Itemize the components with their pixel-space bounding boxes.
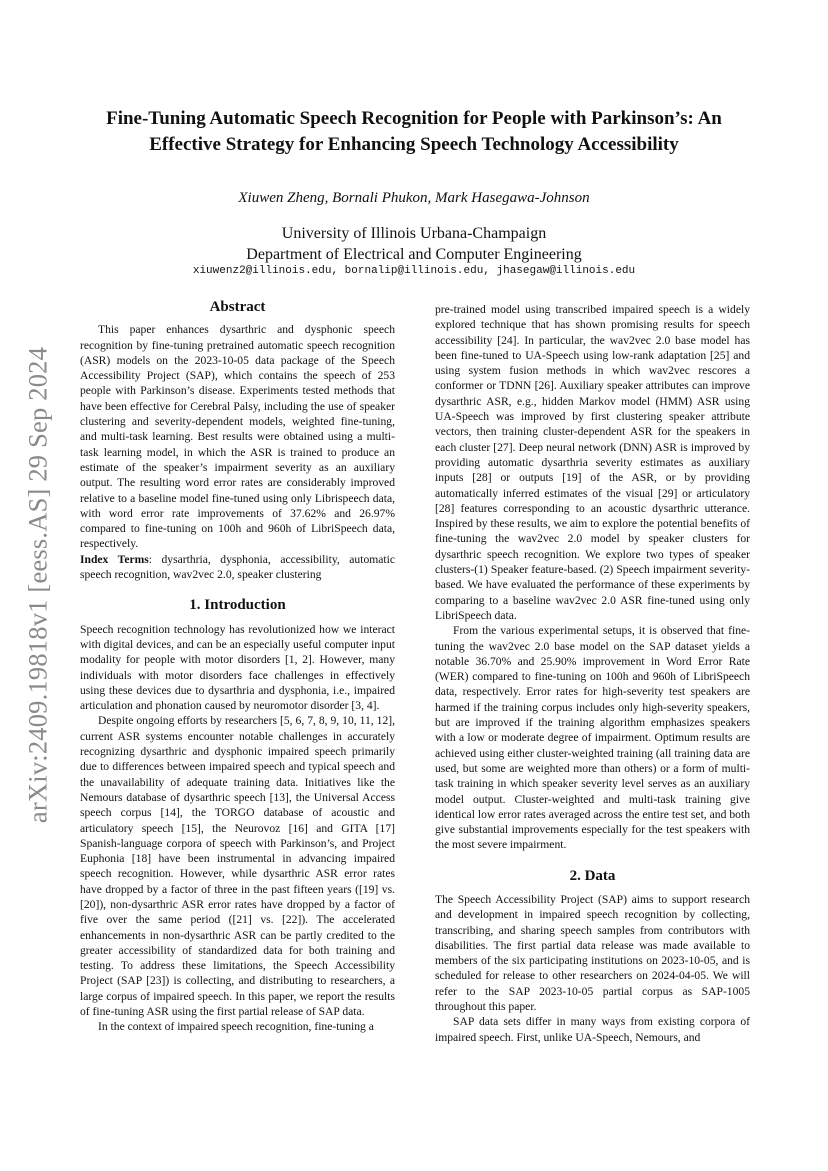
index-terms (80, 552, 395, 583)
data-paragraph-1: The Speech Accessibility Project (SAP) aims to support research and development in impaired speech recognition by collecting, transcribing, and sharing speech samples from contributors with disabilities. The first partial data release was made available to members of the six participating institutions on 2023-10-05, and is scheduled for release to other researchers on 2024-04-05. We will refer to the SAP 2023-10-05 partial corpus as SAP-1005 throughout this paper. (435, 892, 750, 1014)
paper-title: Fine-Tuning Automatic Speech Recognition for People with Parkinson’s: An Effective Strategy for Enhancing Speech Technology Accessibility (106, 108, 722, 155)
index-terms-list: : dysarthria, dysphonia, accessibility, automatic speech recognition, wav2vec 2.0, speaker clustering (80, 552, 396, 582)
intro-paragraph-2: Despite ongoing efforts by researchers [5, 6, 7, 8, 9, 10, 11, 12], current ASR systems encounter notable challenges in accurately recognizing dysarthric and dysphonic impaired speech primarily due to differences between impaired speech and typical speech and the unavailability of adequate training data. Initiatives like the Nemours database of dysarthric speech [13], the Universal Access speech corpus [14], the TORGO database of acoustic and articulatory speech [15], the Neurovoz [16] and GITA [17] Spanish-language corpora of speech with Parkinson’s, and Project Euphonia [18] have been instrumental in advancing impaired speech recognition. However, while dysarthric ASR error rates have dropped by a factor of three in the past fifteen years ([19] vs. [20]), non-dysarthric ASR error rates have dropped by a factor of five over the same period ([21] vs. [22]). The accelerated enhancements in non-dysarthric ASR can be partly credited to the greater accessibility of standardized data for both training and testing. To address these limitations, the Speech Accessibility Project (SAP [23]) is collecting, and distributing to researchers, a large corpus of impaired speech. In this paper, we report the results of fine-tuning ASR using the first partial release of SAP data. (80, 714, 395, 1019)
abstract-text: This paper enhances dysarthric and dysphonic speech recognition by fine-tuning pretrained automatic speech recognition (ASR) models on the 2023-10-05 data package of the Speech Accessibility Project (SAP), which contains the speech of 253 people with Parkinson’s disease. Experiments tested methods that have been effective for Cerebral Palsy, including the use of speaker clustering and severity-dependent models, weighted fine-tuning, and multi-task learning. Best results were obtained using a multi-task learning model, in which the ASR is trained to produce an estimate of the speaker’s impairment severity as an auxiliary output. The resulting word error rates are considerably improved relative to a baseline model fine-tuned using only Librispeech data, with word error rate improvements of 37.62% and 26.97% compared to fine-tuning on 100h and 960h of LibriSpeech data, respectively. (80, 323, 395, 551)
intro-paragraph-1: Speech recognition technology has revolutionized how we interact with digital devices, and can be an especially useful computer input modality for people with motor disorders [1, 2]. However, many individuals with motor disorders face challenges in effectively using these devices due to dysarthria and dysphonia, i.e., impaired articulation and phonation caused by neuromotor disorder [3, 4]. (80, 622, 395, 713)
data-paragraph-2: SAP data sets differ in many ways from existing corpora of impaired speech. First, unlike UA-Speech, Nemours, and (435, 1015, 750, 1044)
affiliation (70, 223, 758, 265)
intro-paragraph-4: From the various experimental setups, it is observed that fine-tuning the wav2vec 2.0 base model on the SAP dataset yields a notable 36.70% and 25.90% improvement in Word Error Rate (WER) compared to fine-tuning on 100h and 960h of LibriSpeech data, respectively. Error rates for high-severity test speakers are harmed if the training corpus includes only high-severity speakers, but are improved if the training algorithm emphasizes speakers with a low or moderate degree of impairment. Optimum results are achieved using either cluster-weighted training (all training data are used, but some are weighted more than others) or a form of multi-task training in which speaker severity level serves as an auxiliary model output. Cluster-weighted and multi-task training give identical low error rates averaged across the entire test set, and both give substantial improvements especially for the test speakers with the most severe impairment. (435, 624, 750, 852)
abstract-heading: Abstract (209, 299, 266, 315)
intro-paragraph-3-continued: pre-trained model using transcribed impaired speech is a widely explored technique that has shown promising results for speech accessibility [24]. In particular, the wav2vec 2.0 base model has been fine-tuned to UA-Speech using low-rank adaptation [25] and using system fusion methods in which wav2vec rescores a conformer or TDNN [26]. Auxiliary speaker attributes can improve dysarthric ASR, e.g., hidden Markov model (HMM) ASR using UA-Speech was improved by first clustering speaker attribute vectors, then training cluster-dependent ASR for the speakers in each cluster [27]. Deep neural network (DNN) ASR is improved by providing automatic dysarthria severity estimates as auxiliary inputs [28] or outputs [19] of the ASR, or by providing automatically inferred estimates of the visual [29] or articulatory [28] features corresponding to an acoustic dysarthric utterance. Inspired by these results, we aim to explore the potential benefits of fine-tuning the wav2vec 2.0 model by speaker clusters for dysarthric speech recognition. We explore two types of speaker clusters-(1) Speaker feature-based. (2) Speech impairment severity-based. We have evaluated the performance of these experiments by comparing to a baseline wav2vec 2.0 ASR fine-tuned using only LibriSpeech data. (435, 303, 750, 622)
author-emails: xiuwenz2@illinois.edu, bornalip@illinois.edu, jhasegaw@illinois.edu (192, 265, 636, 277)
arxiv-identifier-text: arXiv:2409.19818v1 [eess.AS] 29 Sep 2024 (22, 346, 53, 824)
data-heading: 2. Data (569, 867, 616, 884)
affiliation-department: Department of Electrical and Computer Engineering (246, 246, 582, 263)
index-terms-label: Index Terms (80, 552, 149, 566)
introduction-heading: 1. Introduction (189, 597, 286, 614)
intro-paragraph-3: In the context of impaired speech recognition, fine-tuning a (98, 1020, 374, 1034)
affiliation-university: University of Illinois Urbana-Champaign (281, 225, 547, 242)
left-column (80, 298, 395, 1035)
right-column (435, 302, 750, 1045)
author-list: Xiuwen Zheng, Bornali Phukon, Mark Hasegawa-Johnson (238, 190, 590, 206)
